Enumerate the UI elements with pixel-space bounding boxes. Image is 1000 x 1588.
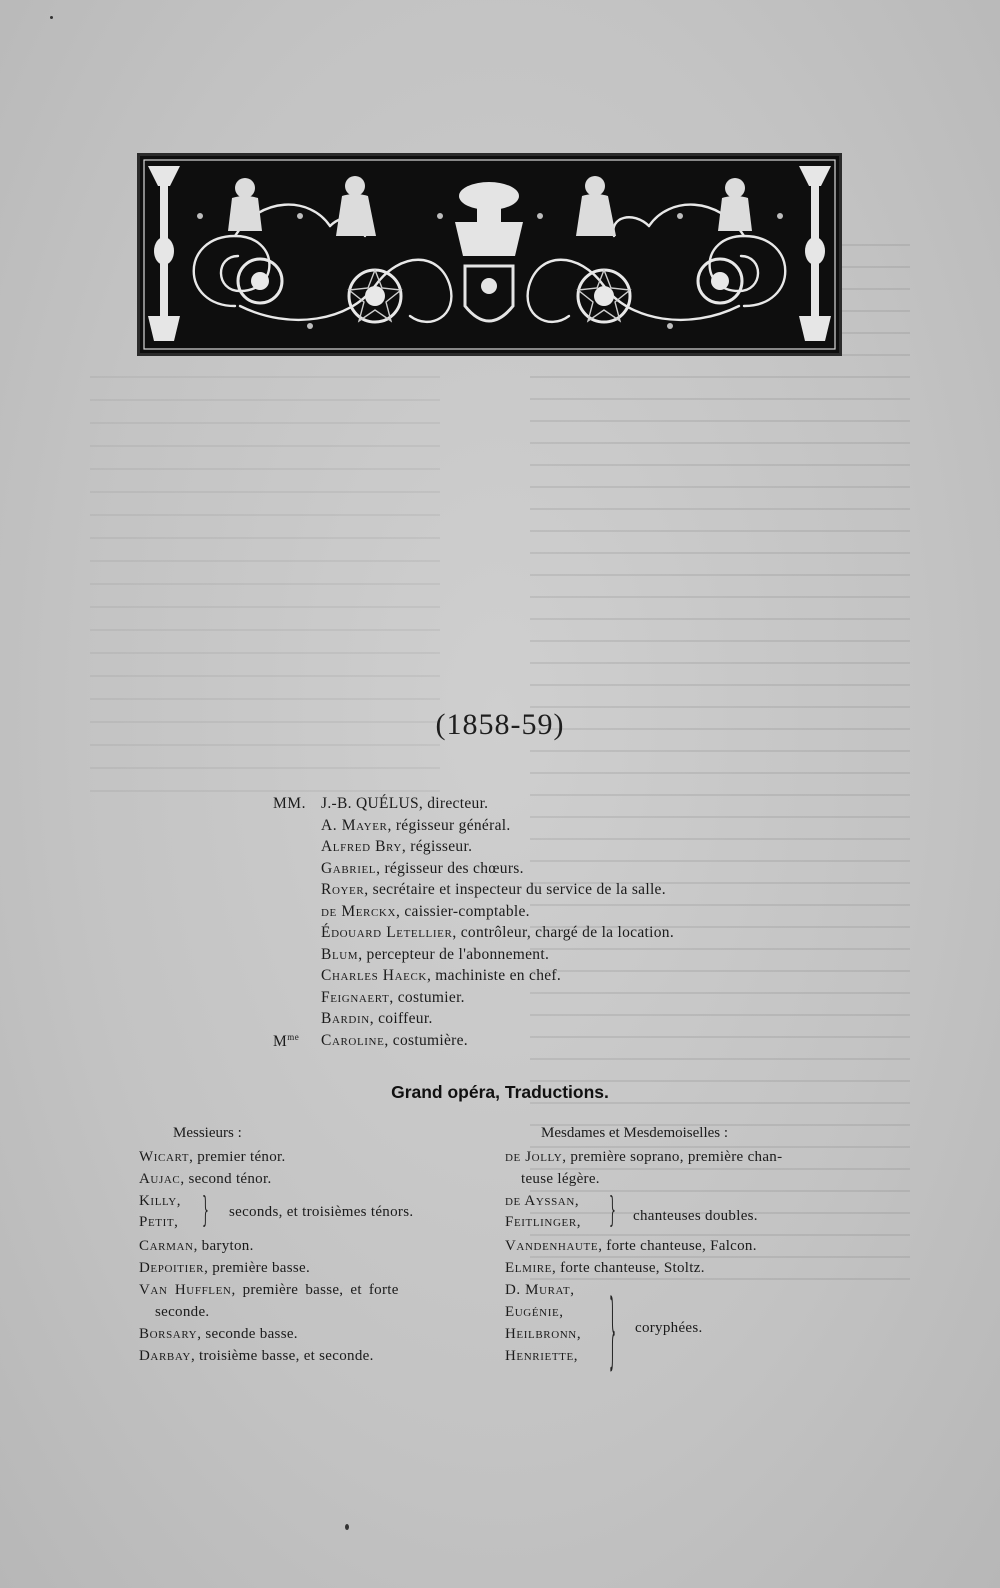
year-heading: (1858-59)	[435, 708, 565, 741]
staff-entry	[321, 989, 465, 1007]
cast-name: Wicart	[139, 1149, 190, 1165]
cast-role: ,	[576, 1214, 581, 1230]
staff-name: Charles Haeck	[321, 967, 427, 984]
cast-role: seconde.	[155, 1304, 210, 1320]
staff-entry	[321, 838, 472, 856]
staff-role: , coiffeur.	[369, 1010, 433, 1027]
cast-line	[139, 1171, 272, 1188]
cast-line	[505, 1214, 581, 1231]
ink-speck	[50, 16, 53, 19]
cast-role: teuse légère.	[521, 1171, 600, 1187]
cast-line	[139, 1238, 254, 1255]
staff-entry	[321, 946, 549, 964]
staff-role: , caissier-comptable.	[396, 902, 530, 920]
cast-name: Feitlinger	[505, 1214, 577, 1230]
staff-role: , contrôleur, chargé de la location.	[452, 924, 675, 941]
cast-role: , seconde basse.	[197, 1326, 298, 1342]
cast-line	[139, 1282, 399, 1299]
staff-entry	[321, 817, 511, 835]
staff-name: A. Mayer	[321, 816, 388, 834]
mesdames-heading: Mesdames et Mesdemoiselles :	[541, 1125, 729, 1141]
cast-role: ,	[573, 1348, 578, 1364]
brace-icon: }	[609, 1280, 617, 1379]
brace-icon: }	[202, 1191, 209, 1231]
cast-line	[505, 1282, 574, 1299]
staff-name: Caroline	[321, 1031, 385, 1049]
cast-role: ,	[570, 1282, 575, 1298]
bleed-through-text	[90, 360, 440, 810]
cast-role: ,	[174, 1214, 179, 1230]
cast-name: Depoitier	[139, 1260, 205, 1276]
staff-prefix-mme-superscript: me	[287, 1031, 300, 1042]
cast-name: Henriette	[505, 1348, 574, 1364]
staff-entry	[321, 967, 561, 985]
cast-name: Aujac	[139, 1171, 181, 1187]
cast-line	[521, 1171, 600, 1188]
staff-entry	[321, 795, 488, 813]
cast-name: Killy	[139, 1193, 177, 1209]
staff-name: Blum	[321, 945, 359, 963]
staff-entry	[321, 1010, 433, 1028]
messieurs-heading: Messieurs :	[173, 1125, 242, 1141]
staff-name: Royer	[321, 881, 365, 898]
cast-name: Elmire	[505, 1260, 552, 1276]
cast-line	[139, 1193, 181, 1210]
staff-entry	[321, 903, 530, 921]
cast-role: , première soprano, première chan-	[562, 1149, 783, 1165]
staff-entry	[321, 924, 674, 942]
cast-role: ,	[574, 1193, 579, 1209]
cast-role: , baryton.	[193, 1238, 254, 1254]
staff-prefix-mme-text: $M^{me}$	[273, 1031, 300, 1050]
staff-role: , percepteur de l'abonnement.	[358, 945, 550, 963]
cast-name: Eugénie	[505, 1304, 560, 1320]
staff-role: , régisseur général.	[387, 816, 511, 834]
cast-name: Vandenhaute	[505, 1238, 599, 1254]
staff-name: Feignaert	[321, 988, 390, 1006]
staff-prefix-mme	[273, 1032, 299, 1051]
cast-role: , second ténor.	[180, 1171, 272, 1187]
cast-role: , troisième basse, et seconde.	[190, 1348, 374, 1364]
cast-name: Carman	[139, 1238, 194, 1254]
brace-label: chanteuses doubles.	[633, 1208, 758, 1224]
cast-line	[505, 1348, 578, 1365]
staff-role: , secrétaire et inspecteur du service de la salle.	[364, 881, 666, 898]
cast-role: , première basse.	[204, 1260, 311, 1276]
staff-role: , directeur.	[418, 795, 489, 812]
cast-name: Darbay	[139, 1348, 191, 1364]
cast-line	[505, 1149, 782, 1166]
staff-entry	[321, 881, 666, 899]
cast-name: Petit	[139, 1214, 175, 1230]
cast-role: , première basse, et forte	[231, 1282, 399, 1298]
cast-line	[505, 1238, 757, 1255]
decorative-header-ornament	[137, 153, 842, 356]
cast-name: Borsary	[139, 1326, 198, 1342]
cast-name: Van Hufflen	[139, 1282, 232, 1298]
cast-line	[139, 1260, 310, 1277]
cast-line	[139, 1326, 298, 1343]
staff-name: Alfred Bry	[321, 838, 402, 855]
staff-prefix-mm: MM.	[273, 795, 306, 812]
brace-label: coryphées.	[635, 1320, 703, 1336]
ink-speck	[345, 1524, 349, 1530]
cast-line	[505, 1304, 563, 1321]
cast-name: de Jolly	[505, 1149, 563, 1165]
staff-name: Édouard Letellier	[321, 924, 453, 941]
cast-role: , forte chanteuse, Stoltz.	[551, 1260, 705, 1276]
cast-line	[155, 1304, 209, 1321]
brace-label: seconds, et troisièmes ténors.	[229, 1204, 414, 1220]
staff-name: Bardin	[321, 1010, 370, 1027]
cast-name: Heilbronn	[505, 1326, 577, 1342]
staff-entry	[321, 1032, 468, 1050]
staff-name: Gabriel	[321, 859, 377, 877]
staff-role: , régisseur des chœurs.	[376, 859, 524, 877]
staff-name: J.-B. QUÉLUS	[321, 795, 419, 812]
staff-name: de Merckx	[321, 902, 397, 920]
cast-role: , forte chanteuse, Falcon.	[598, 1238, 757, 1254]
staff-role: , machiniste en chef.	[426, 967, 562, 984]
staff-role: , régisseur.	[401, 838, 473, 855]
cast-name: de Ayssan	[505, 1193, 575, 1209]
cast-line	[505, 1193, 579, 1210]
cast-line	[505, 1260, 705, 1277]
cast-role: ,	[559, 1304, 564, 1320]
cast-role: , premier ténor.	[189, 1149, 286, 1165]
staff-entry	[321, 860, 524, 878]
cast-line	[139, 1149, 286, 1166]
section-title: Grand opéra, Traductions.	[391, 1082, 609, 1102]
cast-line	[139, 1348, 374, 1365]
cast-role: ,	[176, 1193, 181, 1209]
cast-line	[139, 1214, 178, 1231]
staff-role: , costumier.	[389, 988, 465, 1006]
cast-line	[505, 1326, 581, 1343]
brace-icon: }	[609, 1191, 616, 1231]
cast-name: D. Murat	[505, 1282, 571, 1298]
cast-role: ,	[576, 1326, 581, 1342]
staff-role: , costumière.	[384, 1031, 468, 1049]
